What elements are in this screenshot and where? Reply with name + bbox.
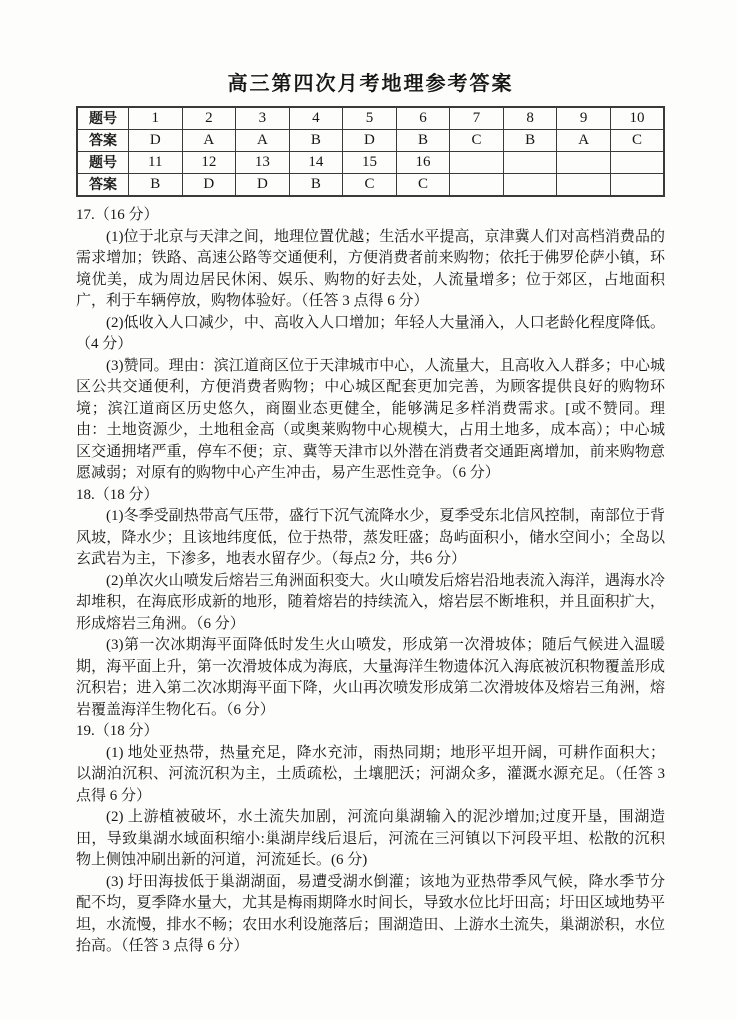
answer-cell: B <box>129 174 183 197</box>
answer-cell: B <box>289 174 343 197</box>
empty-cell <box>450 174 504 197</box>
row-label-cell: 题号 <box>77 152 129 174</box>
table-row <box>77 152 664 174</box>
question-number-cell: 3 <box>236 107 290 130</box>
answer-cell: C <box>396 174 450 197</box>
question-number-cell: 14 <box>289 152 343 174</box>
answer-table <box>76 106 665 197</box>
answer-paragraph-q18-3: (3)第一次冰期海平面降低时发生火山喷发，形成第一次滑坡体；随后气候进入温暖期，海平面上升，第一次滑坡体成为海底，大量海洋生物遗体沉入海底被沉积物覆盖形成沉积岩；进入第二次冰期海平面下降，火山再次喷发形成第二次滑坡体及熔岩三角洲，熔岩覆盖海洋生物化石。（6 分） <box>76 637 665 718</box>
empty-cell <box>450 152 504 174</box>
answer-cell: D <box>236 174 290 197</box>
answer-paragraph-q19-2: (2) 上游植被破坏，水土流失加剧，河流向巢湖输入的泥沙增加;过度开垦，围湖造田，导致巢湖水域面积缩小:巢湖岸线后退后，河流在三河镇以下河段平坦、松散的沉积物上侧蚀冲刷出新的河道，河流延长。(6 分) <box>76 809 665 868</box>
answers-content <box>76 205 665 958</box>
answer-cell: B <box>396 130 450 152</box>
answer-paragraph-q19-1: (1) 地处亚热带，热量充足，降水充沛，雨热同期；地形平坦开阔，可耕作面积大；以湖泊沉积、河流沉积为主，土质疏松，土壤肥沃；河湖众多，灌溉水源充足。（任答 3 点得 6 分） <box>76 744 665 804</box>
empty-cell <box>503 174 557 197</box>
question-number-cell: 10 <box>610 107 664 130</box>
answer-cell: C <box>610 130 664 152</box>
answer-cell: D <box>129 130 183 152</box>
answer-cell: D <box>182 174 236 197</box>
question-number-cell: 9 <box>557 107 611 130</box>
answer-paragraph-q17-1: (1)位于北京与天津之间，地理位置优越；生活水平提高，京津冀人们对高档消费品的需求增加；铁路、高速公路等交通便利，方便消费者前来购物；依托于佛罗伦萨小镇，环境优美，成为周边居民休闲、娱乐、购物的好去处，人流量增多；位于郊区，占地面积广，利于车辆停放，购物体验好。（任答 3 点得 6 分） <box>76 228 665 309</box>
empty-cell <box>557 152 611 174</box>
empty-cell <box>610 152 664 174</box>
answer-cell: C <box>343 174 397 197</box>
question-number-cell: 8 <box>503 107 557 130</box>
section-heading-q19: 19.（18 分） <box>76 723 159 739</box>
question-number-cell: 5 <box>343 107 397 130</box>
question-number-cell: 6 <box>396 107 450 130</box>
answer-paragraph-q19-3: (3) 圩田海拔低于巢湖湖面，易遭受湖水倒灌；该地为亚热带季风气候，降水季节分配不均，夏季降水量大，尤其是梅雨期降水时间长，导致水位比圩田高；圩田区域地势平坦，水流慢，排水不畅；农田水利设施落后；围湖造田、上游水土流失，巢湖淤积，水位抬高。（任答 3 点得 6 分） <box>76 873 665 954</box>
answer-paragraph-q18-1: (1)冬季受副热带高气压带，盛行下沉气流降水少，夏季受东北信风控制，南部位于背风坡，降水少；且该地纬度低，位于热带，蒸发旺盛；岛屿面积小，储水空间小；全岛以玄武岩为主，下渗多，地表水留存少。（每点2 分，共6 分） <box>76 508 665 567</box>
empty-cell <box>610 174 664 197</box>
answer-paragraph-q17-2: (2)低收入人口减少，中、高收入人口增加；年轻人大量涌入，人口老龄化程度降低。（4 分） <box>76 314 665 352</box>
question-number-cell: 15 <box>343 152 397 174</box>
question-number-cell: 16 <box>396 152 450 174</box>
answer-cell: A <box>182 130 236 152</box>
table-row <box>77 174 664 197</box>
question-number-cell: 11 <box>129 152 183 174</box>
section-heading-q18: 18.（18 分） <box>76 486 159 503</box>
answer-paragraph-q17-3: (3)赞同。理由：滨江道商区位于天津城市中心，人流量大，且高收入人群多；中心城区公共交通便利，方便消费者购物；中心城区配套更加完善，为顾客提供良好的购物环境；滨江道商区历史悠久，商圈业态更健全，能够满足多样消费需求。[或不赞同。理由：土地资源少，土地租金高（或奥莱购物中心规模大，占用土地多，成本高）；中心城区交通拥堵严重，停车不便；京、冀等天津市以外潜在消费者交通距离增加，前来购物意愿减弱；对原有的购物中心产生冲击，易产生恶性竞争。（6 分） <box>76 357 665 481</box>
question-number-cell: 4 <box>289 107 343 130</box>
question-number-cell: 1 <box>129 107 183 130</box>
answer-paragraph-q18-2: (2)单次火山喷发后熔岩三角洲面积变大。火山喷发后熔岩沿地表流入海洋，遇海水冷却堆积，在海底形成新的地形，随着熔岩的持续流入，熔岩层不断堆积，并且面积扩大，形成熔岩三角洲。（6 分） <box>76 572 665 632</box>
row-label-cell: 题号 <box>77 107 129 130</box>
section-heading-q17: 17.（16 分） <box>76 207 159 223</box>
question-number-cell: 2 <box>182 107 236 130</box>
table-row <box>77 107 664 130</box>
row-label-cell: 答案 <box>77 130 129 152</box>
answer-cell: A <box>557 130 611 152</box>
question-number-cell: 12 <box>182 152 236 174</box>
document-title: 高三第四次月考地理参考答案 <box>227 73 514 95</box>
answer-cell: A <box>236 130 290 152</box>
empty-cell <box>557 174 611 197</box>
row-label-cell: 答案 <box>77 174 129 197</box>
answer-cell: D <box>343 130 397 152</box>
table-row <box>77 130 664 152</box>
question-number-cell: 13 <box>236 152 290 174</box>
answer-cell: B <box>503 130 557 152</box>
answer-cell: B <box>289 130 343 152</box>
answer-cell: C <box>450 130 504 152</box>
empty-cell <box>503 152 557 174</box>
question-number-cell: 7 <box>450 107 504 130</box>
